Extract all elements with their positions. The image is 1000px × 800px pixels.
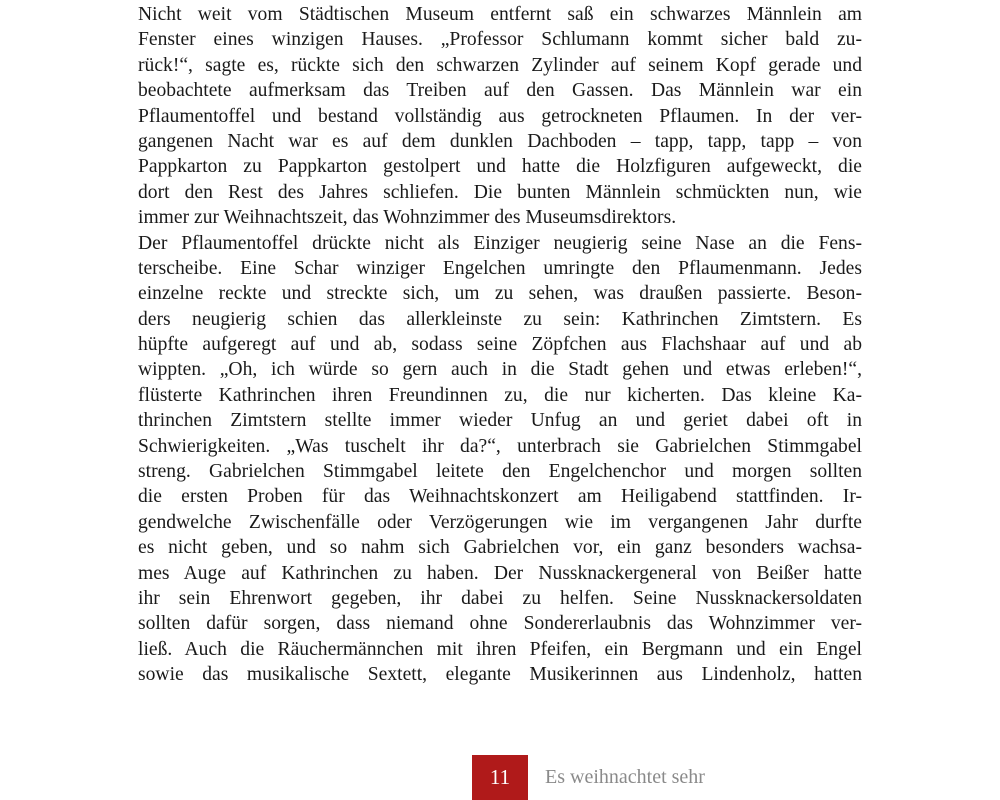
text-line: Pflaumentoffel und bestand vollständig aus getrockneten Pflaumen. In der ver- bbox=[138, 105, 862, 127]
text-line: rück!“, sagte es, rückte sich den schwarzen Zylinder auf seinem Kopf gerade und bbox=[138, 54, 862, 76]
text-line: immer zur Weihnachtszeit, das Wohnzimmer des Museumsdirektors. bbox=[138, 207, 677, 229]
text-line: ihr sein Ehrenwort gegeben, ihr dabei zu helfen. Seine Nussknackersoldaten bbox=[138, 587, 862, 609]
text-line: ließ. Auch die Räuchermännchen mit ihren Pfeifen, ein Bergmann und ein Engel bbox=[138, 638, 862, 660]
text-line: mes Auge auf Kathrinchen zu haben. Der Nussknackergeneral von Beißer hatte bbox=[138, 562, 862, 584]
text-line: streng. Gabrielchen Stimmgabel leitete den Engelchenchor und morgen sollten bbox=[138, 461, 862, 483]
text-line: sowie das musikalische Sextett, elegante Musikerinnen aus Lindenholz, hatten bbox=[138, 664, 862, 686]
text-line: wippten. „Oh, ich würde so gern auch in die Stadt gehen und etwas erleben!“, bbox=[138, 359, 862, 381]
text-line: Schwierigkeiten. „Was tuschelt ihr da?“, unterbrach sie Gabrielchen Stimmgabel bbox=[138, 435, 862, 457]
text-line: flüsterte Kathrinchen ihren Freundinnen zu, die nur kicherten. Das kleine Ka- bbox=[138, 384, 862, 406]
page-footer bbox=[472, 755, 705, 800]
text-line: einzelne reckte und streckte sich, um zu sehen, was draußen passierte. Beson- bbox=[138, 283, 862, 305]
page-number: 11 bbox=[472, 755, 528, 800]
text-line: Pappkarton zu Pappkarton gestolpert und hatte die Holzfiguren aufgeweckt, die bbox=[138, 156, 862, 178]
text-line: Der Pflaumentoffel drückte nicht als Einziger neugierig seine Nase an die Fens- bbox=[138, 232, 862, 254]
text-line: terscheibe. Eine Schar winziger Engelchen umringte den Pflaumenmann. Jedes bbox=[138, 257, 862, 279]
text-line: gangenen Nacht war es auf dem dunklen Dachboden – tapp, tapp, tapp – von bbox=[138, 130, 862, 152]
text-line: gendwelche Zwischenfälle oder Verzögerungen wie im vergangenen Jahr durfte bbox=[138, 511, 862, 533]
text-line: ders neugierig schien das allerkleinste zu sein: Kathrinchen Zimtstern. Es bbox=[138, 308, 862, 330]
text-line: Nicht weit vom Städtischen Museum entfernt saß ein schwarzes Männlein am bbox=[138, 4, 862, 25]
text-line: es nicht geben, und so nahm sich Gabrielchen vor, ein ganz besonders wachsa- bbox=[138, 537, 862, 559]
text-line: beobachtete aufmerksam das Treiben auf den Gassen. Das Männlein war ein bbox=[138, 80, 862, 102]
text-line: hüpfte aufgeregt auf und ab, sodass seine Zöpfchen aus Flachshaar auf und ab bbox=[138, 334, 862, 356]
text-line: thrinchen Zimtstern stellte immer wieder Unfug an und geriet dabei oft in bbox=[138, 410, 862, 432]
body-text bbox=[138, 2, 862, 688]
text-line: dort den Rest des Jahres schliefen. Die bunten Männlein schmückten nun, wie bbox=[138, 181, 862, 203]
running-title: Es weihnachtet sehr bbox=[545, 766, 705, 788]
text-line: die ersten Proben für das Weihnachtskonzert am Heiligabend stattfinden. Ir- bbox=[138, 486, 862, 508]
text-line: sollten dafür sorgen, dass niemand ohne Sondererlaubnis das Wohnzimmer ver- bbox=[138, 613, 862, 635]
text-line: Fenster eines winzigen Hauses. „Professor Schlumann kommt sicher bald zu- bbox=[138, 29, 862, 51]
